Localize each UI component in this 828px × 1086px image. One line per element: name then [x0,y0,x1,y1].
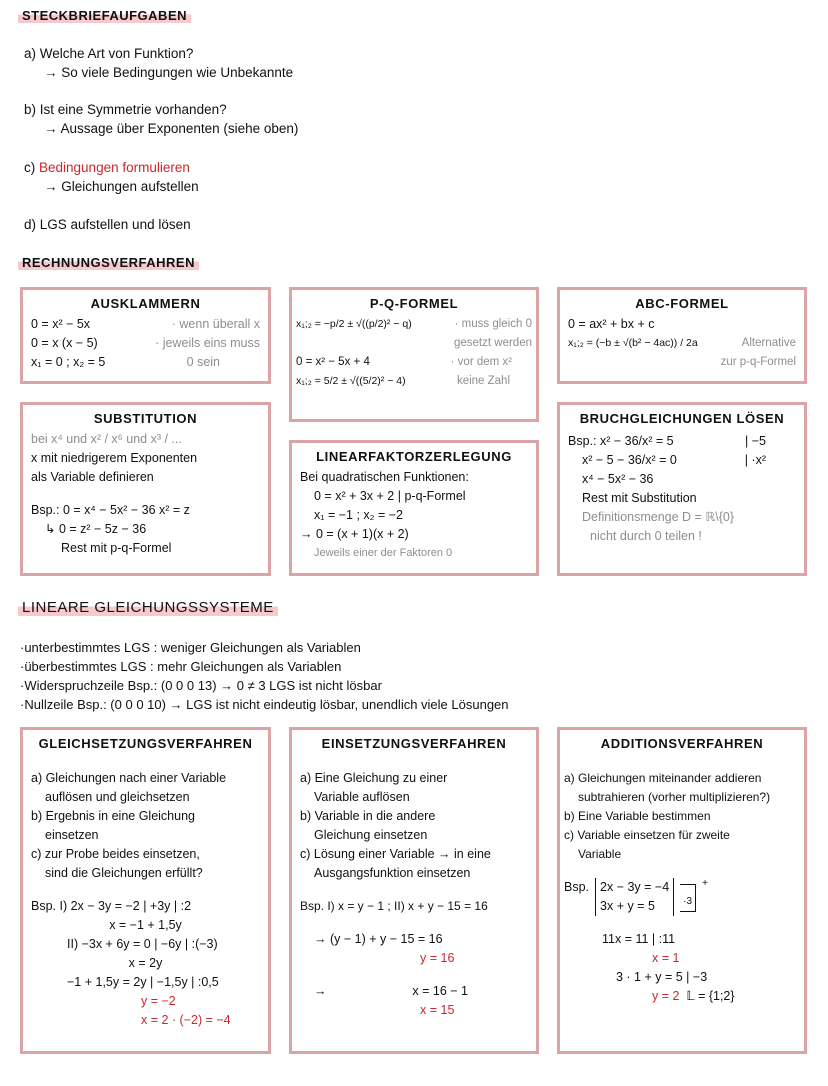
step: a) Gleichungen nach einer Variable [31,771,227,785]
result: x = 2 · (−2) = −4 [141,1013,231,1027]
math-line: x⁴ − 5x² − 36 [582,472,654,486]
solution-set: 𝕃 = {1;2} [686,989,735,1003]
step: b) Ergebnis in eine Gleichung [31,809,195,823]
result: y = 2 [652,989,680,1003]
math-line: → (y − 1) + y − 15 = 16 [314,932,443,946]
step: a) Gleichungen miteinander addieren [564,771,762,785]
operation: | −5 [745,434,766,448]
box-title: GLEICHSETZUNGSVERFAHREN [38,736,253,751]
result: y = −2 [141,994,176,1008]
box-title: EINSETZUNGSVERFAHREN [321,736,507,751]
result: x = 15 [420,1003,455,1017]
box-pq-formel [289,287,539,422]
note: 0 sein [186,355,220,369]
steckbrief-a: a) Welche Art von Funktion? [24,46,194,61]
step: Variable [578,847,622,861]
box-linearfaktorzerlegung [289,440,539,576]
math-line: x = 2y [128,956,163,970]
step: subtrahieren (vorher multiplizieren?) [578,790,771,804]
note: Jeweils einer der Faktoren 0 [314,547,453,559]
box-title: LINEARFAKTORZERLEGUNG [316,449,512,464]
note: · vor dem x² [450,356,512,368]
math-line: x² − 5 − 36/x² = 0 [582,453,677,467]
math-line: Bsp. I) 2x − 3y = −2 | +3y | :2 [31,899,192,913]
lgs-bullet: ·unterbestimmtes LGS : weniger Gleichungen als Variablen [20,640,361,655]
steckbrief-c [24,158,190,177]
formula: x₁;₂ = −p/2 ± √((p/2)² − q) [296,318,412,330]
box-gleichsetzungsverfahren [20,727,271,1054]
steckbrief-a-sub: → So viele Bedingungen wie Unbekannte [44,65,294,80]
math-line: II) −3x + 6y = 0 | −6y | :(−3) [67,937,218,951]
note: Alternative [741,337,796,349]
box-title: P-Q-FORMEL [369,296,459,311]
note: · muss gleich 0 [454,318,532,330]
step: Ausgangsfunktion einsetzen [314,866,471,880]
step: b) Eine Variable bestimmen [564,809,711,823]
steckbrief-c-label: Bedingungen formulieren [39,160,190,175]
result: x = 1 [652,951,680,965]
lgs-bullet: ·Widerspruchzeile Bsp.: (0 0 0 13) → 0 ≠ 3 LGS ist nicht lösbar [20,678,382,693]
note: zur p-q-Formel [720,356,796,368]
section-heading-steckbrief: STECKBRIEFAUFGABEN [18,8,191,23]
step: c) Lösung einer Variable → in eine [300,847,491,861]
box-ausklammern [20,287,271,384]
math-line: x₁ = −1 ; x₂ = −2 [314,508,403,522]
step: b) Variable in die andere [300,809,436,823]
math-line: Bsp. I) x = y − 1 ; II) x + y − 15 = 16 [300,899,488,913]
text-line: Rest mit p-q-Formel [61,541,172,555]
operation: ·3 [683,896,693,907]
math-line: 3x + y = 5 [600,899,655,913]
formula: x₁;₂ = (−b ± √(b² − 4ac)) / 2a [568,337,698,349]
note: nicht durch 0 teilen ! [590,529,702,543]
steckbrief-b-sub: → Aussage über Exponenten (siehe oben) [44,121,299,136]
operation: | ·x² [744,453,766,467]
math-line: −1 + 1,5y = 2y | −1,5y | :0,5 [67,975,219,989]
section-heading-lgs: LINEARE GLEICHUNGSSYSTEME [18,599,278,616]
step: einsetzen [45,828,99,842]
math-line: x₁ = 0 ; x₂ = 5 [31,355,106,369]
box-title: ADDITIONSVERFAHREN [600,736,764,751]
box-abc-formel [557,287,807,384]
box-einsetzungsverfahren [289,727,539,1054]
math-line: 3 · 1 + y = 5 | −3 [616,970,708,984]
lgs-bullet: ·Nullzeile Bsp.: (0 0 0 10) → LGS ist nicht eindeutig lösbar, unendlich viele Lösungen [20,697,509,712]
example-label: Bsp. [564,880,590,894]
equation-system [564,878,800,916]
steckbrief-d: d) LGS aufstellen und lösen [24,217,191,232]
math-line: x₁;₂ = 5/2 ± √((5/2)² − 4) [296,375,406,387]
math-line: 0 = x² − 5x [31,317,91,331]
note: · wenn überall x [171,317,260,331]
steckbrief-b: b) Ist eine Symmetrie vorhanden? [24,102,227,117]
note: Definitionsmenge D = ℝ\{0} [582,510,735,524]
steckbrief-c-prefix: c) [24,160,36,175]
box-bruchgleichungen [557,402,807,576]
text-line: x mit niedrigerem Exponenten [31,451,198,465]
arrow: → [314,984,327,998]
text-line: Bei quadratischen Funktionen: [300,470,469,484]
step: c) zur Probe beides einsetzen, [31,847,200,861]
step: a) Eine Gleichung zu einer [300,771,448,785]
note: · jeweils eins muss [155,336,260,350]
math-line: 2x − 3y = −4 [600,880,670,894]
math-line: Bsp.: x² − 36/x² = 5 [568,434,674,448]
box-title: ABC-FORMEL [635,296,729,311]
math-line: x = −1 + 1,5y [109,918,182,932]
math-line: Bsp.: 0 = x⁴ − 5x² − 36 x² = z [31,503,190,517]
text-line: als Variable definieren [31,470,154,484]
step: c) Variable einsetzen für zweite [564,828,730,842]
result: y = 16 [420,951,455,965]
note: keine Zahl [456,375,510,387]
math-line: → 0 = (x + 1)(x + 2) [300,527,409,541]
box-title: AUSKLAMMERN [90,296,201,311]
math-line: 0 = x² − 5x + 4 [296,356,370,368]
box-title: BRUCHGLEICHUNGEN LÖSEN [579,411,785,426]
math-line: 11x = 11 | :11 [602,932,676,946]
section-heading-rechnung: RECHNUNGSVERFAHREN [18,255,199,270]
box-title: SUBSTITUTION [93,411,198,426]
note: bei x⁴ und x² / x⁶ und x³ / ... [31,432,182,446]
math-line: ↳ 0 = z² − 5z − 36 [45,522,147,536]
math-line: x = 16 − 1 [412,984,468,998]
box-additionsverfahren [557,727,807,1054]
steckbrief-c-sub: → Gleichungen aufstellen [44,179,199,194]
note: gesetzt werden [454,337,532,349]
math-line: 0 = ax² + bx + c [568,317,655,331]
text-line: Rest mit Substitution [582,491,697,505]
lgs-bullet: ·überbestimmtes LGS : mehr Gleichungen als Variablen [20,659,342,674]
math-line: 0 = x (x − 5) [31,336,98,350]
step: Variable auflösen [314,790,410,804]
step: Gleichung einsetzen [314,828,428,842]
step: auflösen und gleichsetzen [45,790,190,804]
math-line: 0 = x² + 3x + 2 | p-q-Formel [314,489,466,503]
step: sind die Gleichungen erfüllt? [45,866,203,880]
operation: + [702,878,708,889]
box-substitution [20,402,271,576]
